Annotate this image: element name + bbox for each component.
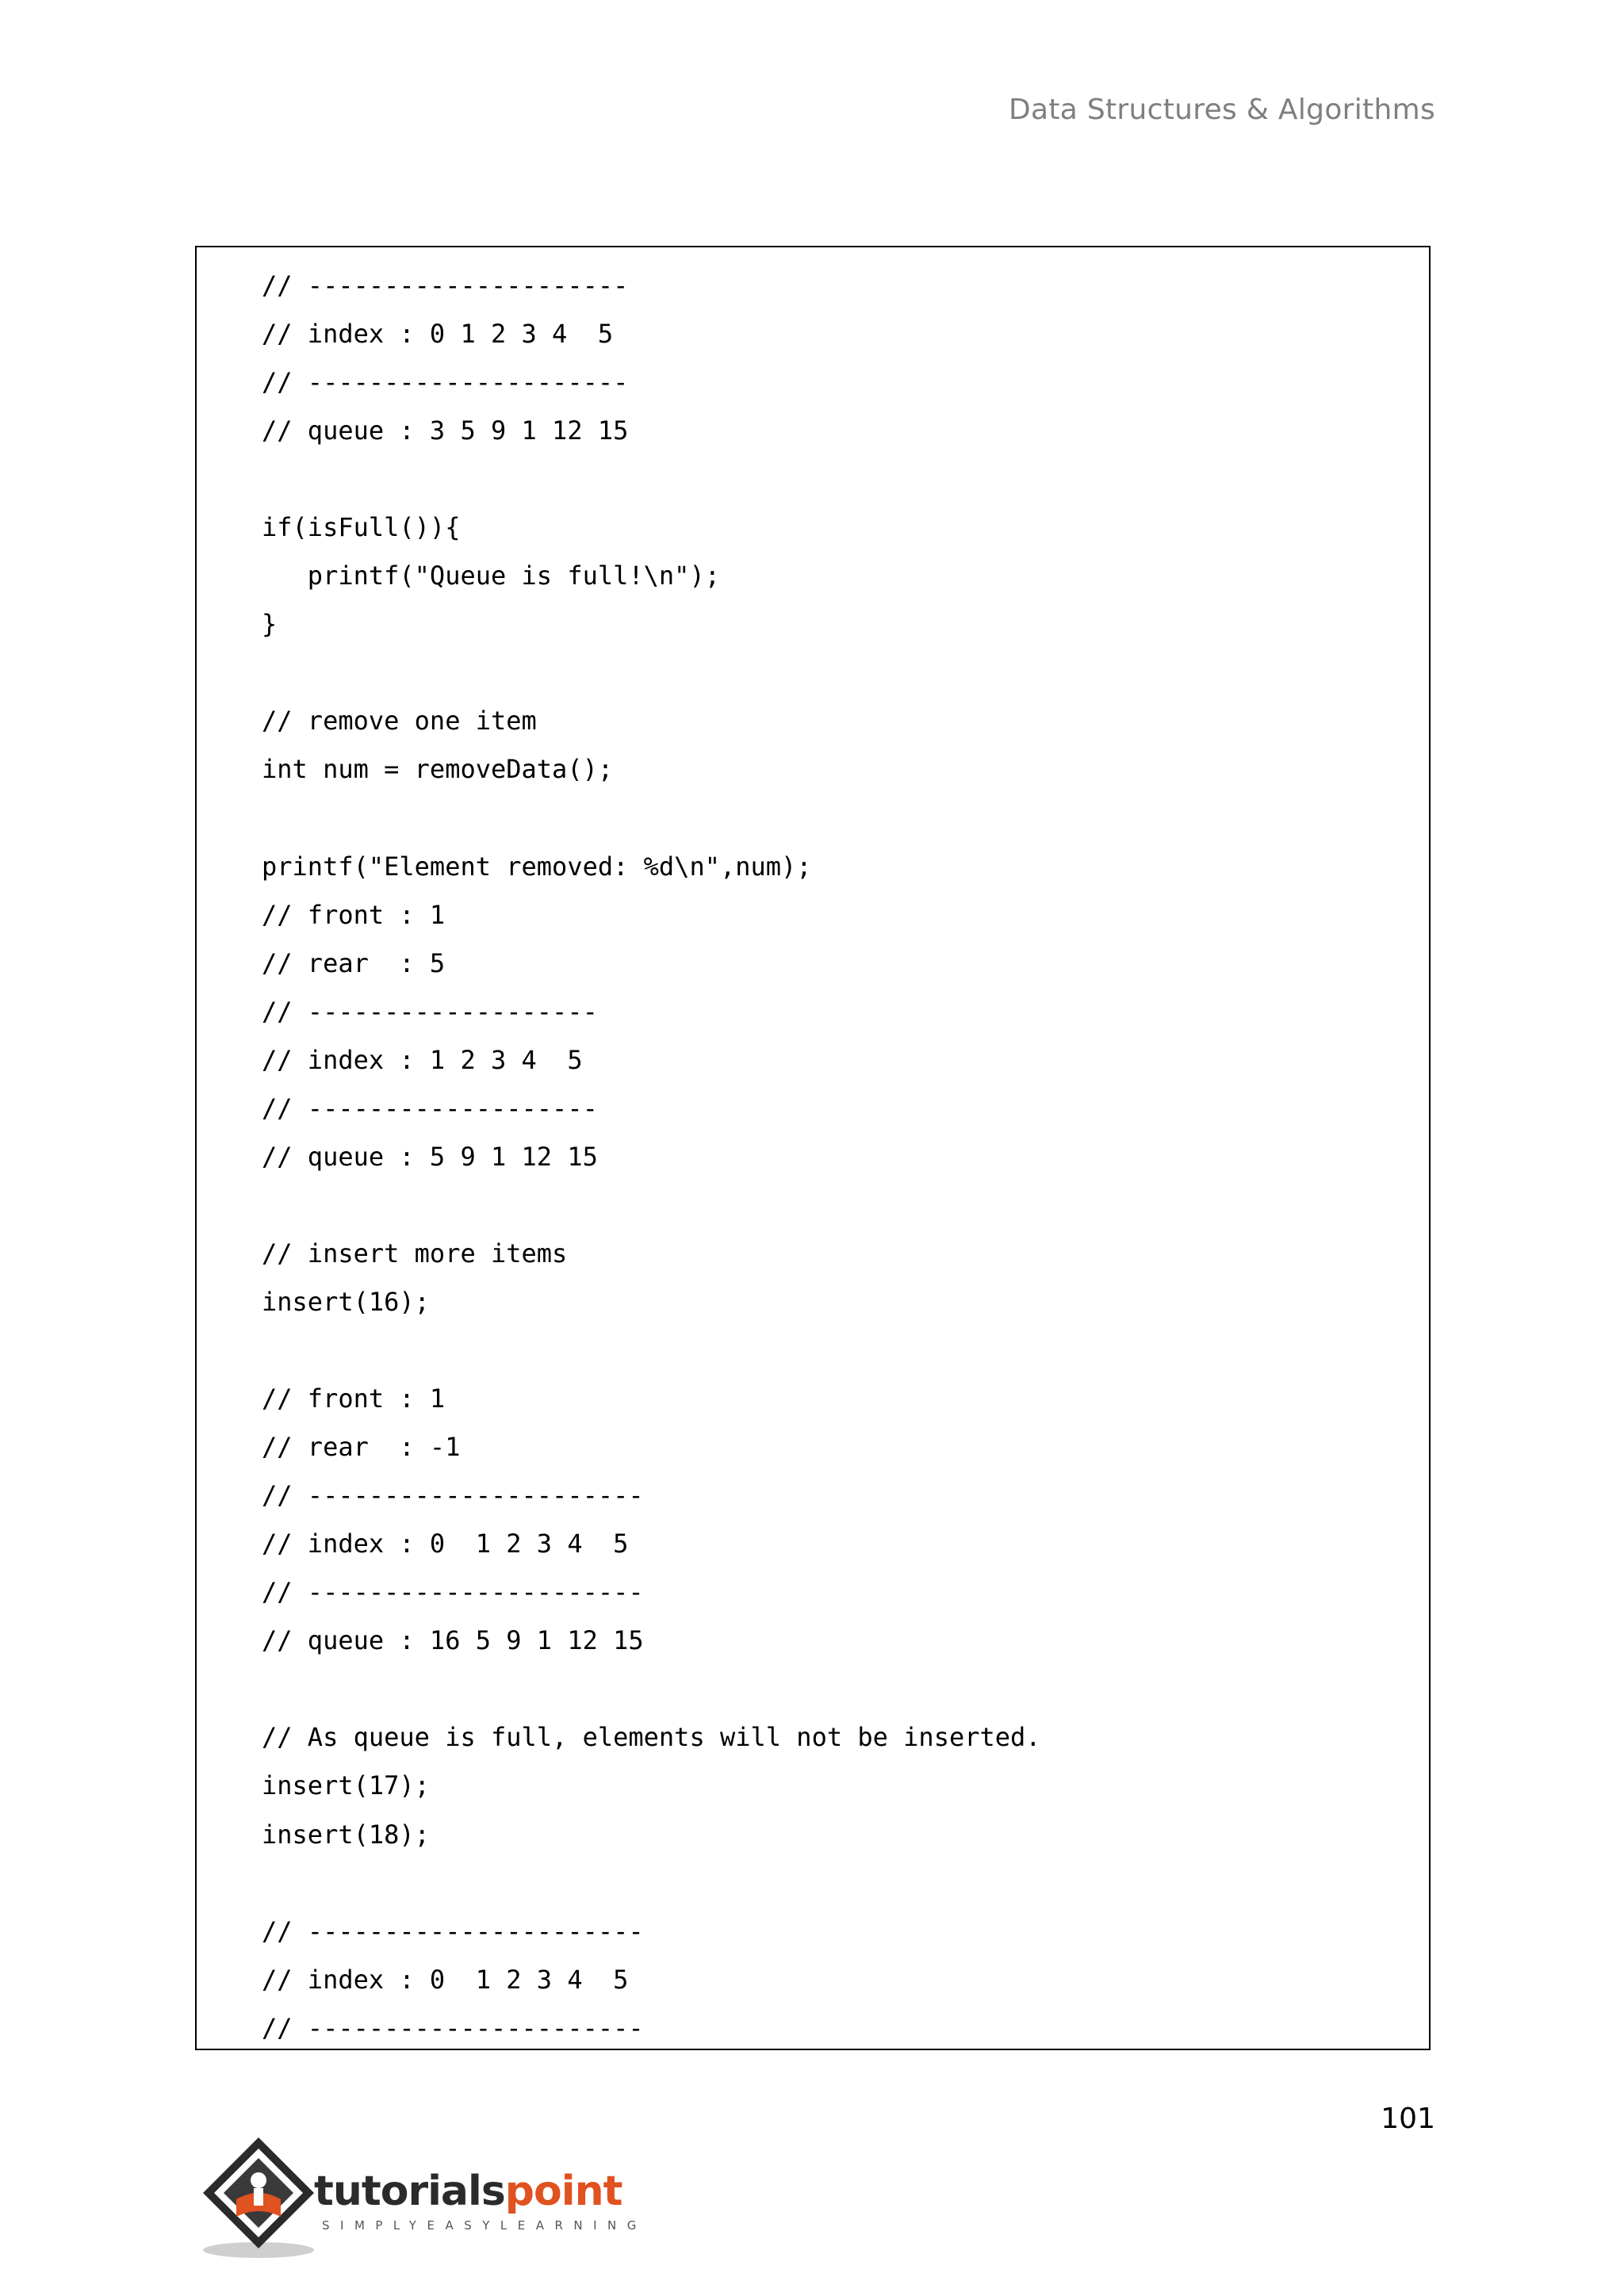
page-number: 101 — [1381, 2103, 1435, 2135]
logo-wordmark — [314, 2168, 622, 2215]
code-line: int num = removeData(); — [262, 754, 614, 785]
logo-tagline: SIMPLYEASYLEARNING — [322, 2218, 647, 2233]
code-line — [262, 649, 1041, 697]
code-line: if(isFull()){ — [262, 512, 461, 543]
tutorialspoint-logo-icon — [195, 2131, 330, 2266]
code-line: // ---------------------- — [262, 1577, 644, 1608]
code-line: insert(17); — [262, 1770, 430, 1801]
code-line: // front : 1 — [262, 899, 446, 930]
code-line: printf("Queue is full!\n"); — [262, 561, 720, 591]
code-line: // --------------------- — [262, 367, 629, 398]
code-line: // As queue is full, elements will not be inserted. — [262, 1722, 1041, 1753]
code-line: // ---------------------- — [262, 1915, 644, 1946]
code-line: // index : 0 1 2 3 4 5 — [262, 1964, 629, 1995]
logo-word-point: point — [504, 2168, 622, 2215]
code-line: // ---------------------- — [262, 2012, 644, 2043]
code-line — [262, 1181, 1041, 1230]
code-line: // ------------------- — [262, 1093, 598, 1123]
code-line: // remove one item — [262, 706, 537, 737]
code-line — [262, 1665, 1041, 1713]
code-line: printf("Element removed: %d\n",num); — [262, 851, 812, 882]
code-line: // index : 0 1 2 3 4 5 — [262, 319, 614, 350]
code-line: // queue : 5 9 1 12 15 — [262, 1141, 598, 1172]
code-line: // ---------------------- — [262, 1480, 644, 1511]
code-line: insert(18); — [262, 1819, 430, 1850]
tutorialspoint-logo — [195, 2131, 647, 2266]
code-line: // insert more items — [262, 1238, 568, 1269]
code-line: // queue : 3 5 9 1 12 15 — [262, 415, 629, 446]
code-line: // rear : 5 — [262, 947, 446, 978]
running-header: Data Structures & Algorithms — [1008, 94, 1435, 126]
code-line: // rear : -1 — [262, 1432, 461, 1463]
code-lines — [262, 262, 1041, 2053]
code-line: // front : 1 — [262, 1383, 446, 1414]
code-line — [262, 455, 1041, 503]
code-line: insert(16); — [262, 1286, 430, 1317]
code-line: // queue : 16 5 9 1 12 15 — [262, 1625, 644, 1656]
code-line: } — [262, 609, 278, 640]
code-line: // --------------------- — [262, 270, 629, 300]
code-line: // index : 1 2 3 4 5 — [262, 1044, 583, 1075]
code-line — [262, 794, 1041, 843]
logo-word-tutorials: tutorials — [314, 2168, 505, 2215]
code-line: // ------------------- — [262, 996, 598, 1027]
code-line: // index : 0 1 2 3 4 5 — [262, 1529, 629, 1559]
code-line — [262, 1326, 1041, 1375]
code-block — [195, 246, 1431, 2050]
code-line — [262, 1859, 1041, 1908]
